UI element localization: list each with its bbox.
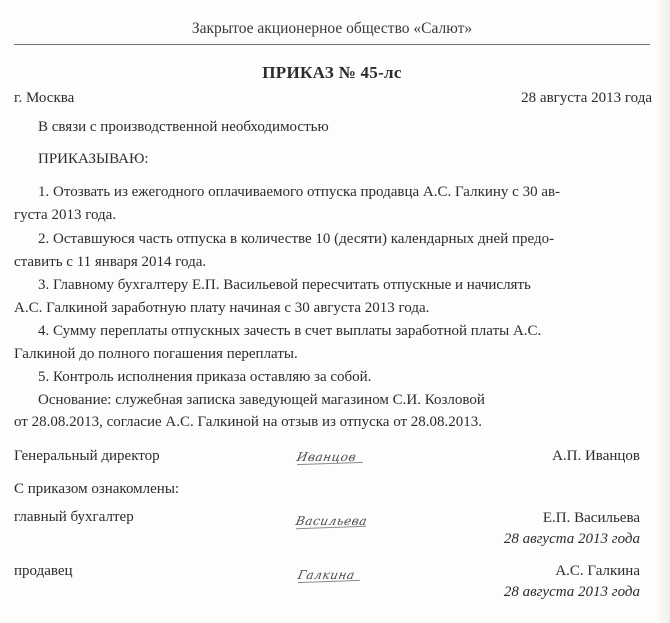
seller-date: 28 августа 2013 года [503,584,640,600]
order-word: ПРИКАЗЫВАЮ: [38,151,149,167]
seller-position: продавец [14,563,73,579]
body-line: А.С. Галкиной заработную плату начиная с 30 августа 2013 года. [14,300,430,316]
document-title: ПРИКАЗ № 45-лс [262,63,402,82]
director-position: Генеральный директор [14,448,160,464]
accountant-signature: Васильева [294,514,369,528]
body-line: от 28.08.2013, согласие А.С. Галкиной на отзыв из отпуска от 28.08.2013. [14,414,483,430]
body-line: 5. Контроль исполнения приказа оставляю за собой. [38,369,372,385]
intro-text: В связи с производственной необходимостью [38,119,329,135]
body-line: 3. Главному бухгалтеру Е.П. Васильевой пересчитать отпускные и начислять [38,277,531,293]
body-line: 4. Сумму переплаты отпускных зачесть в счет выплаты заработной платы А.С. [38,323,542,339]
header-divider [14,44,650,45]
accountant-date: 28 августа 2013 года [503,531,640,547]
body-line: Галкиной до полного погашения переплаты. [14,346,298,362]
acquainted-label: С приказом ознакомлены: [14,481,180,497]
body-line: 2. Оставшуюся часть отпуска в количестве 10 (десяти) календарных дней предо- [38,231,555,247]
document-date: 28 августа 2013 года [521,90,652,106]
seller-name: А.С. Галкина [555,563,640,579]
body-line: ставить с 11 января 2014 года. [14,254,207,270]
body-line: густа 2013 года. [14,207,117,223]
body-line: 1. Отозвать из ежегодного оплачиваемого отпуска продавца А.С. Галкину с 30 ав- [38,184,561,200]
director-signature: Иванцов [295,450,358,464]
paper-edge-shadow [656,0,670,623]
organization-name: Закрытое акционерное общество «Салют» [191,20,473,37]
document-city: г. Москва [14,90,75,106]
body-line: Основание: служебная записка заведующей магазином С.И. Козловой [38,392,485,408]
director-name: А.П. Иванцов [552,448,640,464]
accountant-position: главный бухгалтер [14,509,134,525]
seller-signature: Галкина [296,568,357,582]
accountant-name: Е.П. Васильева [542,510,640,526]
